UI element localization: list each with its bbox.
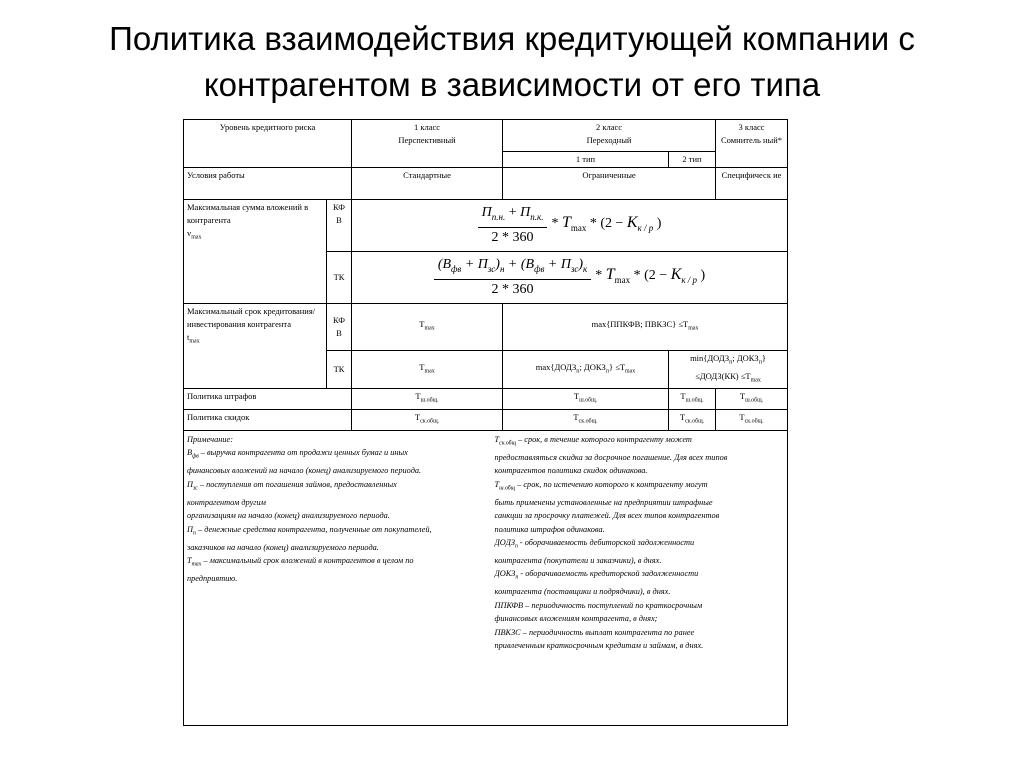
max-term-label bbox=[184, 304, 327, 389]
note-line: контрагента (покупатели и заказчики), в днях. bbox=[494, 555, 662, 565]
max-sum-tk-formula bbox=[352, 252, 788, 304]
note-line: $П_{зс}$ – поступления от погашения займов, предоставленных bbox=[187, 479, 397, 492]
discount-type1: $T_{ск.общ.}$ bbox=[503, 410, 669, 431]
note-line: финансовых вложений на начало (конец) анализируемого периода. bbox=[187, 466, 422, 476]
formula-tk: $\frac{(В_{фв} + П_{зс})_н + (В_{фв} + П_{зс})_к}{2 * 360}$ * $T_{max} * (2 - К_{к / р}$ ) bbox=[355, 255, 784, 300]
conditions-class1: Стандартные bbox=[352, 168, 503, 200]
max-term-var: $t_{max}$ bbox=[187, 332, 200, 345]
class2-type1-header: 1 тип bbox=[503, 152, 669, 168]
fines-type1: $T_{ш.общ.}$ bbox=[503, 389, 669, 410]
slide-title-line1: Политика взаимодействия кредитующей компании с bbox=[109, 20, 915, 57]
note-line: организациям на начало (конец) анализируемого периода. bbox=[187, 511, 390, 521]
note-line: привлеченным краткосрочным кредитам и займам, в днях. bbox=[494, 641, 704, 651]
note-line: $Т_{max}$ – максимальный срок вложений в контрагентов в целом по bbox=[187, 555, 414, 568]
notes-cell bbox=[184, 430, 788, 725]
discount-label: Политика скидок bbox=[184, 410, 352, 431]
note-line: $Т_{ск.общ}$ – срок, в течение которого контрагенту может bbox=[494, 434, 692, 447]
tk-label-term: ТК bbox=[327, 351, 352, 389]
tk-label: ТК bbox=[327, 252, 352, 304]
term-kfv-class2: max{ППКФВ; ПВКЗС} $\le T_{max}$ bbox=[503, 304, 788, 351]
discount-class1: $T_{ск.общ.}$ bbox=[352, 410, 503, 431]
fines-class1: $T_{ш.общ.}$ bbox=[352, 389, 503, 410]
conditions-class2: Ограниченные bbox=[503, 168, 716, 200]
risk-level-header: Уровень кредитного риска bbox=[184, 120, 352, 168]
max-sum-label bbox=[184, 200, 327, 304]
conditions-class3: Специфическ ие bbox=[716, 168, 788, 200]
notes-left bbox=[187, 433, 495, 653]
discount-class3: $T_{ск.общ.}$ bbox=[716, 410, 788, 431]
class1-desc: Перспективный bbox=[398, 135, 456, 145]
note-line: контрагентов политика скидок одинакова. bbox=[494, 466, 648, 476]
max-sum-var: $v_{max}$ bbox=[187, 228, 202, 241]
note-line: контрагентом другим bbox=[187, 497, 266, 507]
class3-header bbox=[716, 120, 788, 168]
note-line: $ДОДЗ_п$ - оборачиваемость дебиторской задолженности bbox=[494, 537, 695, 550]
slide-title bbox=[0, 16, 1024, 108]
term-tk-type1: $\max\{ДОДЗ_п$; $ДОКЗ_п\} \le T_{max}$ bbox=[503, 351, 669, 389]
slide-title-line2: контрагентом в зависимости от его типа bbox=[203, 66, 821, 103]
note-line: $ДОКЗ_п$ - оборачиваемость кредиторской задолженности bbox=[494, 569, 699, 582]
fines-class3: $T_{ш.общ.}$ bbox=[716, 389, 788, 410]
class1-header bbox=[352, 120, 503, 168]
discount-type2: $T_{ск.общ.}$ bbox=[669, 410, 716, 431]
class2-header bbox=[503, 120, 716, 152]
fines-label: Политика штрафов bbox=[184, 389, 352, 410]
notes-right bbox=[495, 433, 785, 653]
note-line: быть применены установленные на предприятии штрафные bbox=[494, 497, 713, 507]
fines-type2: $T_{ш.общ.}$ bbox=[669, 389, 716, 410]
note-line: предоставляться скидка за досрочное погашение. Для всех типов bbox=[494, 452, 728, 462]
note-line: ПВКЗС – периодичность выплат контрагента по ранее bbox=[494, 627, 695, 637]
credit-policy-table-image bbox=[183, 119, 787, 707]
class1-name: 1 класс bbox=[413, 122, 441, 132]
note-line: ППКФВ – периодичность поступлений по краткосрочным bbox=[494, 600, 703, 610]
class3-desc: Сомнитель ный* bbox=[721, 135, 783, 145]
class2-name: 2 класс bbox=[595, 122, 623, 132]
term-kfv-class1: $T_{max}$ bbox=[352, 304, 503, 351]
conditions-label: Условия работы bbox=[184, 168, 352, 200]
term-tk-class1: $T_{max}$ bbox=[352, 351, 503, 389]
formula-kfv: $\frac{П_{п.н.} + П_{п.к.}}{2 * 360}$ * $T_{max} * (2 - К_{к / р}$ ) bbox=[355, 203, 784, 248]
note-line: финансовых вложениям контрагента, в днях; bbox=[494, 614, 658, 624]
kfv-label: КФ В bbox=[327, 200, 352, 252]
max-sum-text: Максимальная сумма вложений в контрагента bbox=[187, 202, 309, 225]
class3-name: 3 класс bbox=[738, 122, 765, 132]
note-line: $В_{фв}$ – выручка контрагента от продажи ценных бумаг и иных bbox=[187, 448, 408, 460]
kfv-label-term: КФ В bbox=[327, 304, 352, 351]
max-sum-kfv-formula bbox=[352, 200, 788, 252]
note-line: Примечание: bbox=[187, 434, 233, 444]
note-line: заказчиков на начало (конец) анализируемого периода. bbox=[187, 542, 379, 552]
note-line: предприятию. bbox=[187, 574, 238, 584]
note-line: политика штрафов одинакова. bbox=[494, 524, 605, 534]
note-line: санкции за просрочку платежей. Для всех типов контрагентов bbox=[494, 511, 720, 521]
class2-type2-header: 2 тип bbox=[669, 152, 716, 168]
note-line: $Т_{ш.общ}$ – срок, по истечению которого к контрагенту могут bbox=[494, 479, 708, 492]
class2-desc: Переходный bbox=[586, 135, 632, 145]
note-line: $П_п$ – денежные средства контрагента, полученные от покупателей, bbox=[187, 524, 432, 537]
note-line: контрагента (поставщики и подрядчики), в днях. bbox=[494, 587, 671, 597]
term-tk-type2: $\min\{ДОДЗ_п$; $ДОКЗ_п$} ≤ДОДЗ(КК) $\le T_{max}$ bbox=[669, 351, 788, 389]
max-term-text: Максимальный срок кредитования/ инвестирования контрагента bbox=[187, 306, 316, 329]
credit-policy-table bbox=[183, 119, 788, 726]
